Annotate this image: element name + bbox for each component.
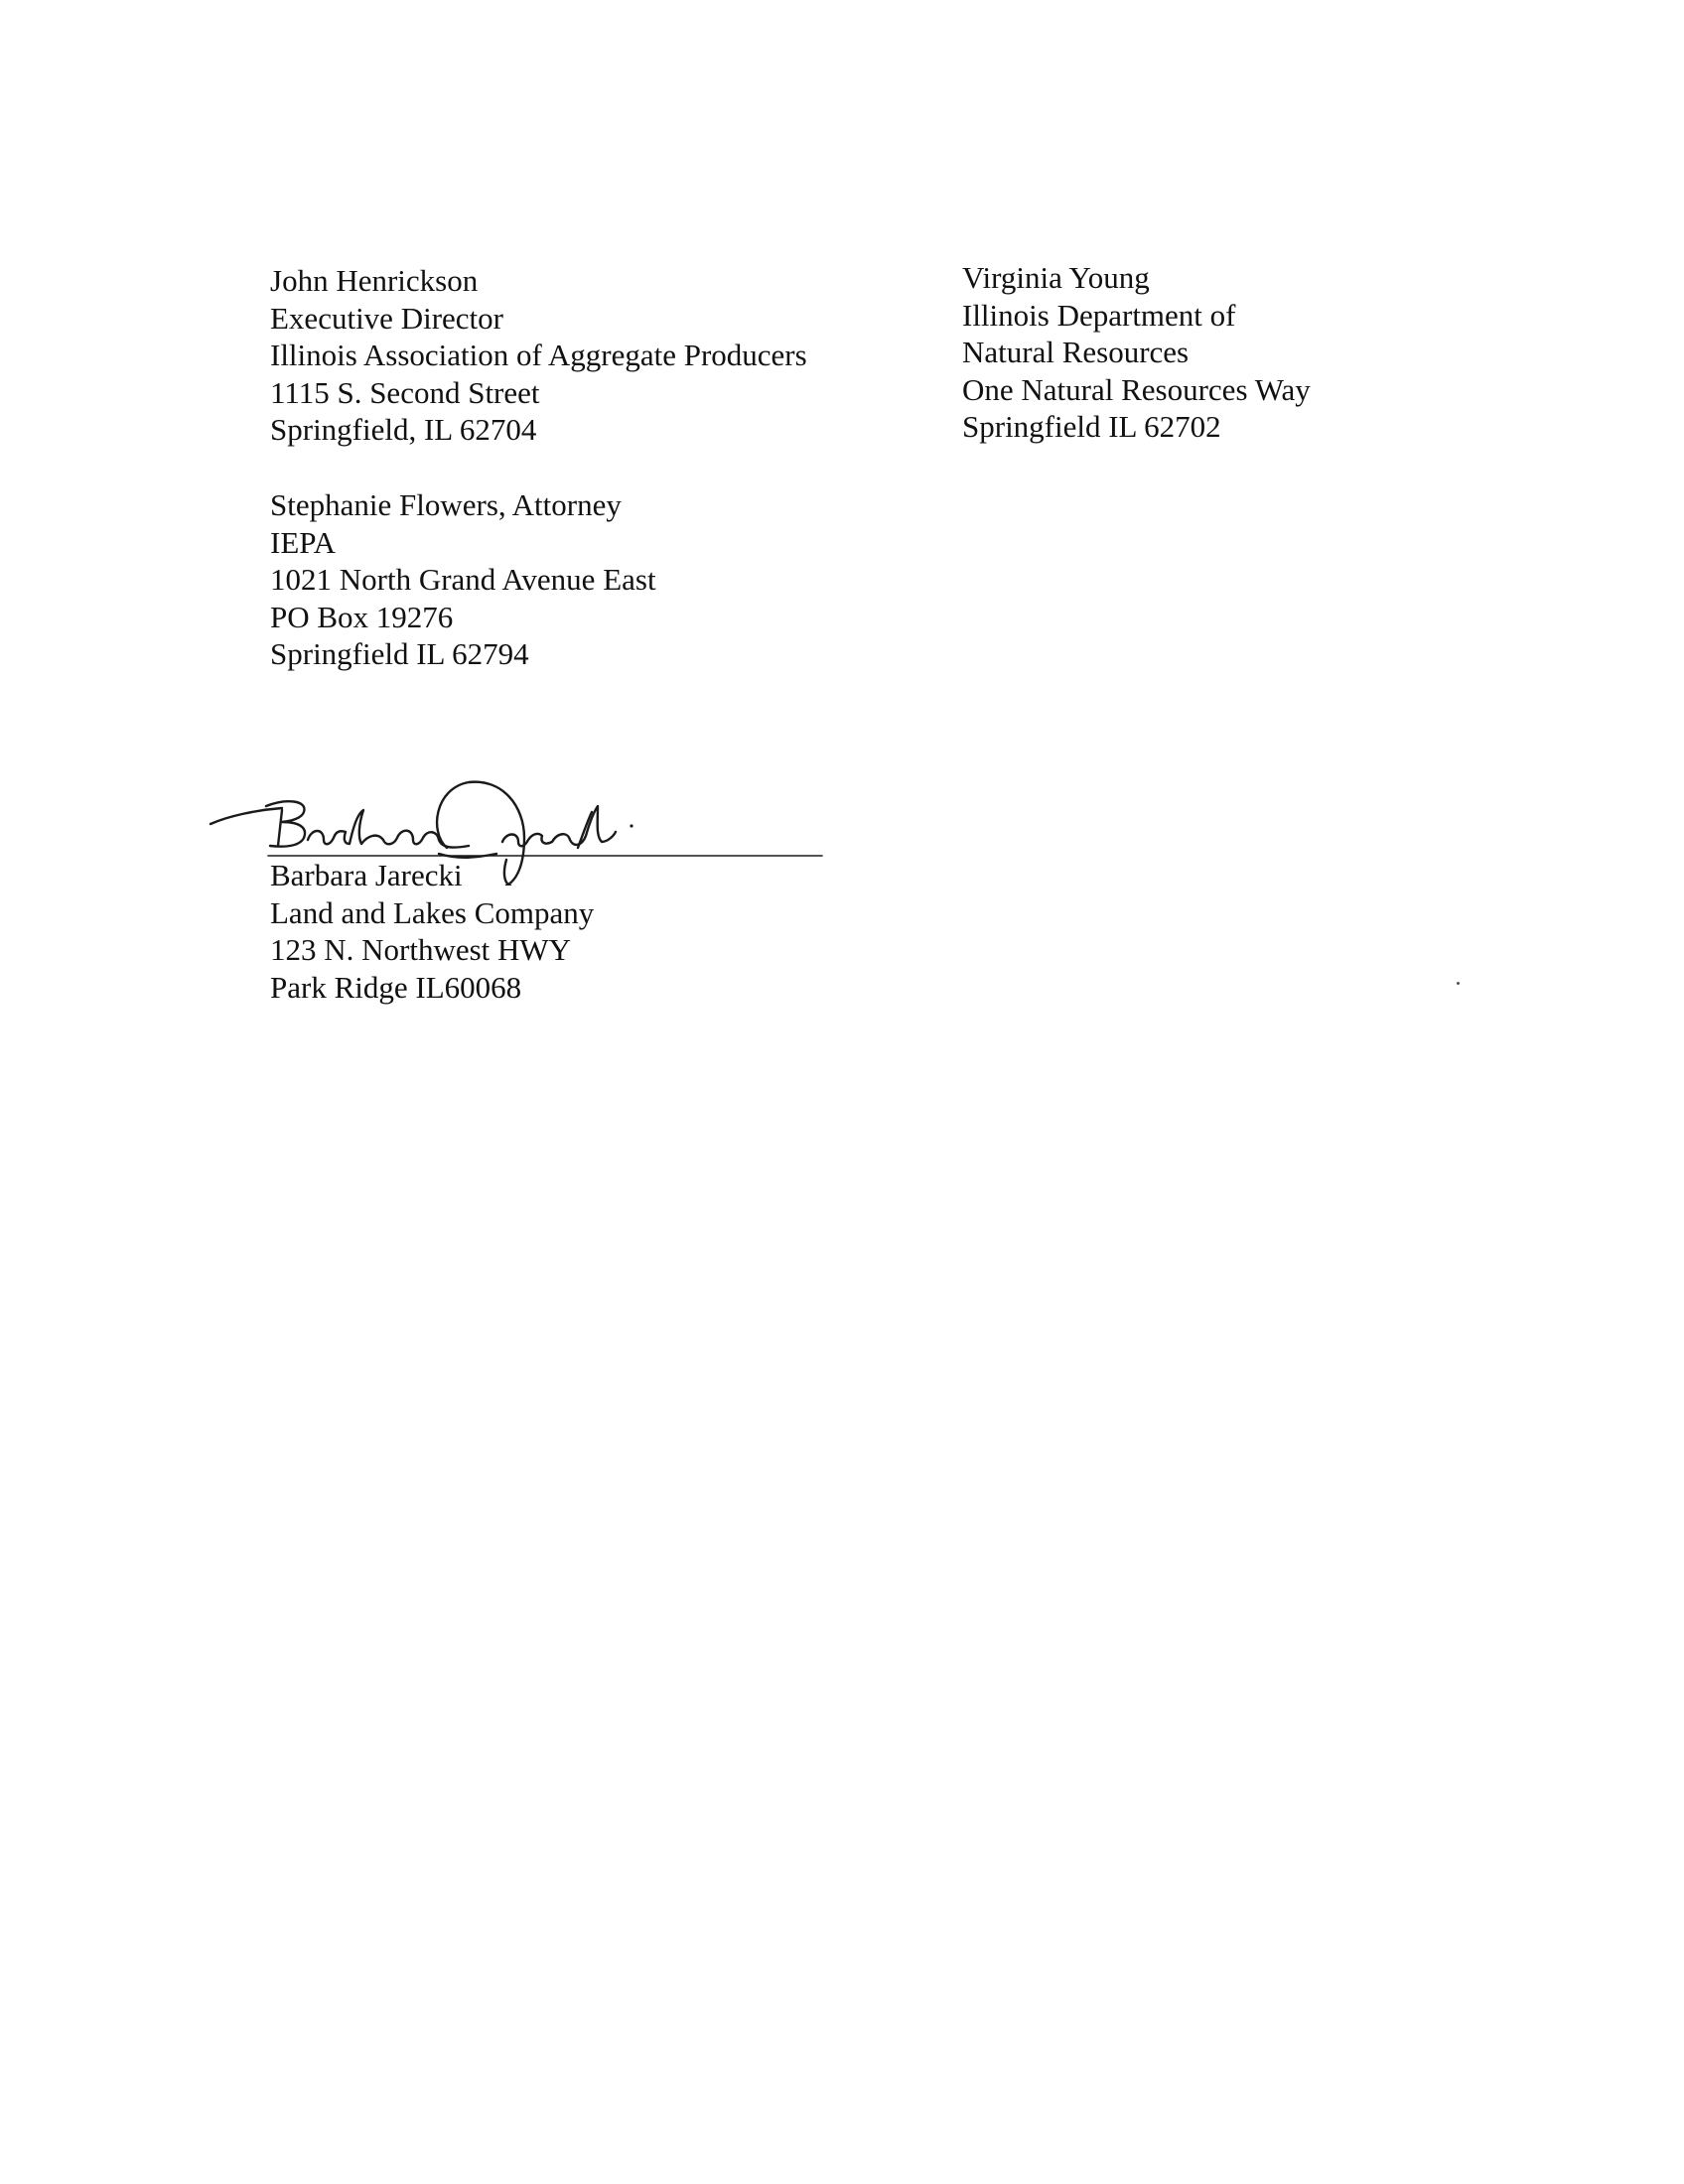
recipient-city: Springfield IL 62702 [962,409,1221,444]
recipient-street: 1021 North Grand Avenue East [270,562,656,597]
address-block-flowers [270,486,656,673]
recipient-organization: Illinois Association of Aggregate Producers [270,338,807,372]
recipient-name: John Henrickson [270,263,479,298]
recipient-name: Stephanie Flowers, Attorney [270,487,622,522]
recipient-organization: IEPA [270,524,337,560]
signer-city: Park Ridge IL60068 [270,969,522,1005]
recipient-title: Executive Director [270,300,503,336]
recipient-city: Springfield IL 62794 [270,636,529,671]
recipient-street: One Natural Resources Way [962,371,1311,407]
signer-street: 123 N. Northwest HWY [270,932,572,967]
signer-company: Land and Lakes Company [270,894,595,930]
address-block-henrickson [270,262,807,449]
recipient-city: Springfield, IL 62704 [270,412,537,447]
recipient-po-box: PO Box 19276 [270,599,454,634]
recipient-street: 1115 S. Second Street [270,374,540,410]
signer-block-jarecki [270,857,594,1006]
recipient-organization: Illinois Department of [962,297,1236,333]
signer-name: Barbara Jarecki [270,858,463,892]
address-block-young [962,259,1311,446]
recipient-name: Virginia Young [962,260,1150,295]
scan-speck [1457,982,1460,985]
recipient-organization-cont: Natural Resources [962,335,1190,369]
